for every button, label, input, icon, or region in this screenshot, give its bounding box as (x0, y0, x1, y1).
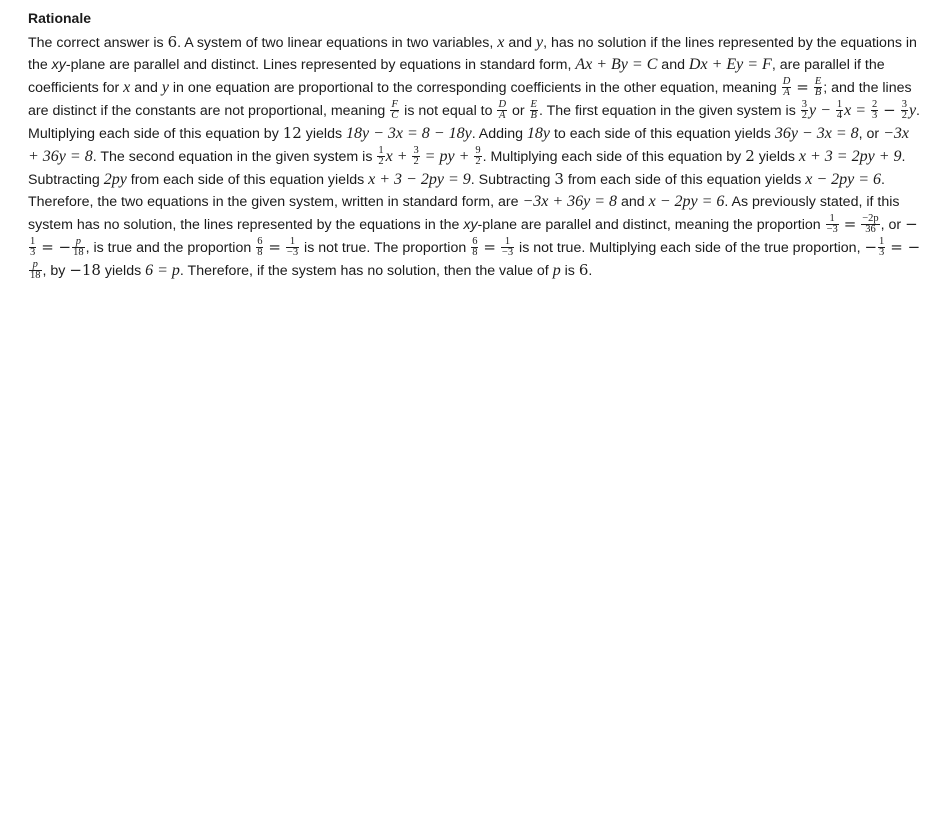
rationale-panel (0, 0, 949, 282)
math-eq-c: −3x + 36y = 8 (28, 125, 909, 165)
math-standard-eq-1: Ax + By = C (575, 56, 658, 73)
fraction-neg2p-over-36: $\frac{-2p}{36}$ (862, 212, 879, 235)
xy-plane-label: xy (463, 217, 478, 233)
text-run: . The second equation in the given system is (92, 149, 377, 165)
fraction-1-over-2: $\frac{1}{2}$ (378, 144, 384, 167)
rationale-body: The correct answer is 6. A system of two linear equations in two variables, x and y, has no solution if the lines represented by the equations in the xy-plane are parallel and distinct. Lines represented by equations in standard form, Ax + By = C and Dx + Ey = F, are parallel if the coefficients for x and y in one equation are proportional to the corresponding coefficients in the other equation, meaning $\frac{D}{A}$ = $\frac{E}{B}$ ; and the lines are distinct if the constants are not proportional, meaning $\frac{F}{C}$ is not equal to $\frac{D}{A}$ or $\frac{E}{B}$ . The first equation in the given system is $\frac{3}{2}$ y − $\frac{1}{4}$ x = $\frac{2}{3}$ − $\frac{3}{2}$ y. Multiplying each side of this equation by 12 yields 18y − 3x = 8 − 18y. Adding 18y to each side of this equation yields 36y − 3x = 8, or −3x + 36y = 8. The second equation in the given system is $\frac{1}{2}$ x + $\frac{3}{2}$ = py + $\frac{9}{2}$ . Multiplying each side of this equation by 2 yields x + 3 = 2py + 9. Subtracting 2py from each side of this equation yields x + 3 − 2py = 9. Subtracting 3 from each side of this equation yields x − 2py = 6. Therefore, the two equations in the given system, written in standard form, are −3x + 36y = 8 and x − 2py = 6. As previously stated, if this system has no solution, the lines represented by the equations in the xy-plane are parallel and distinct, meaning the proportion $\frac{1}{-3}$ = $\frac{-2p}{36}$ , or − $\frac{1}{3}$ = − $\frac{p}{18}$ , is true and the proportion $\frac{6}{8}$ = $\frac{1}{-3}$ is not true. The proportion $\frac{6}{8}$ = $\frac{1}{-3}$ is not true. Multiplying each side of the true proportion, − $\frac{1}{3}$ = − $\frac{p}{18}$ , by −18 yields 6 = p. Therefore, if the system has no solution, then the value of p is 6. (28, 33, 921, 281)
fraction-e-over-b: $\frac{E}{B}$ (814, 75, 822, 98)
text-run: . The first equation in the given system is (538, 103, 800, 119)
fraction-1-over-neg3: $\frac{1}{-3}$ (826, 212, 838, 235)
text-run: . As previously stated, if this system has no solution, the lines represented by the equations in the (28, 194, 900, 233)
text-run: . A system of two linear equations in two variables, (177, 35, 498, 51)
fraction-f-over-c: $\frac{F}{C}$ (391, 98, 399, 121)
math-var-p: p (552, 262, 561, 279)
text-run: . Therefore, the two equations in the given system, written in standard form, are (28, 172, 885, 210)
text-run: is not equal to (400, 103, 497, 119)
math-eq-b: 36y − 3x = 8 (774, 125, 859, 142)
text-run: . (588, 263, 593, 279)
math-eq-a: 18y − 3x = 8 − 18y (346, 125, 472, 142)
fraction-d-over-a: $\frac{D}{A}$ (782, 75, 791, 98)
text-run: from each side of this equation yields (563, 172, 806, 188)
math-var-y: y (161, 79, 169, 96)
fraction-1-over-neg3: $\frac{1}{-3}$ (286, 235, 299, 258)
text-run: and (617, 194, 649, 210)
fraction-p-over-18: $\frac{p}{18}$ (30, 258, 41, 281)
text-run: -plane are parallel and distinct. Lines represented by equations in standard form, (65, 57, 576, 73)
math-var-x: x (497, 34, 505, 51)
text-run: , or (880, 217, 906, 233)
text-run: yields (754, 149, 799, 165)
text-run: . Therefore, if the system has no solution, then the value of (179, 263, 553, 279)
fraction-6-over-8: $\frac{6}{8}$ (257, 235, 263, 258)
math-standard-eq-2: Dx + Ey = F (688, 56, 772, 73)
fraction-e-over-b: $\frac{E}{B}$ (530, 98, 537, 121)
text-run: -plane are parallel and distinct, meaning the proportion (477, 217, 825, 233)
math-var-x: x (123, 79, 131, 96)
text-run: and (657, 57, 689, 73)
xy-plane-label: xy (51, 57, 66, 73)
text-run: is not true. Multiplying each side of the true proportion, (515, 240, 865, 256)
math-eq-h: x − 2py = 6 (648, 193, 725, 210)
fraction-1-over-neg3: $\frac{1}{-3}$ (501, 235, 514, 258)
text-run: . Subtracting (470, 172, 555, 188)
text-run: , are parallel if the coefficients for (28, 57, 885, 96)
fraction-d-over-a: $\frac{D}{A}$ (498, 98, 507, 121)
math-eq-f: x − 2py = 6 (805, 171, 882, 188)
text-run: and (504, 35, 536, 51)
fraction-p-over-18: $\frac{p}{18}$ (73, 235, 84, 258)
text-run: . Multiplying each side of this equation by (482, 149, 746, 165)
fraction-2-over-3: $\frac{2}{3}$ (871, 98, 878, 121)
text-run: , is true and the proportion (85, 240, 256, 256)
fraction-1-over-4: $\frac{1}{4}$ (836, 98, 843, 121)
fraction-3-over-2: $\frac{3}{2}$ (801, 98, 807, 121)
text-run: . Subtracting (28, 149, 906, 188)
text-run: to each side of this equation yields (550, 126, 775, 142)
fraction-9-over-2: $\frac{9}{2}$ (475, 144, 481, 167)
text-run: The correct answer is (28, 35, 168, 51)
text-run: yields (301, 126, 346, 142)
math-answer: 6 (167, 33, 178, 51)
fraction-1-over-3: $\frac{1}{3}$ (30, 235, 36, 258)
text-run: . Multiplying each side of this equation by (28, 103, 920, 142)
fraction-6-over-8: $\frac{6}{8}$ (472, 235, 478, 258)
fraction-3-over-2: $\frac{3}{2}$ (901, 98, 907, 121)
text-run: , by (42, 263, 70, 279)
rationale-heading: Rationale (28, 10, 92, 26)
math-eq-d: x + 3 = 2py + 9 (798, 148, 902, 165)
text-run: in one equation are proportional to the corresponding coefficients in the other equation, meaning (168, 80, 781, 96)
text-run: ; and the lines are distinct if the constants are not proportional, meaning (28, 80, 912, 119)
text-run: , has no solution if the lines represented by the equations in the (28, 35, 917, 73)
math-var-y: y (535, 34, 544, 51)
text-run: or (508, 103, 529, 119)
math-eq-g: −3x + 36y = 8 (522, 193, 618, 210)
math-eq-e: x + 3 − 2py = 9 (368, 171, 471, 188)
fraction-1-over-3: $\frac{1}{3}$ (879, 235, 885, 258)
math-answer-final: 6 (578, 261, 589, 279)
text-run: from each side of this equation yields (126, 172, 369, 188)
text-run: , or (858, 126, 884, 142)
text-run: yields (100, 263, 146, 279)
text-run: is (560, 263, 579, 279)
fraction-3-over-2: $\frac{3}{2}$ (413, 144, 419, 167)
text-run: . Adding (471, 126, 527, 142)
text-run: is not true. The proportion (300, 240, 471, 256)
text-run: and (130, 80, 162, 96)
math-eq-final: 6 = p (145, 262, 180, 279)
